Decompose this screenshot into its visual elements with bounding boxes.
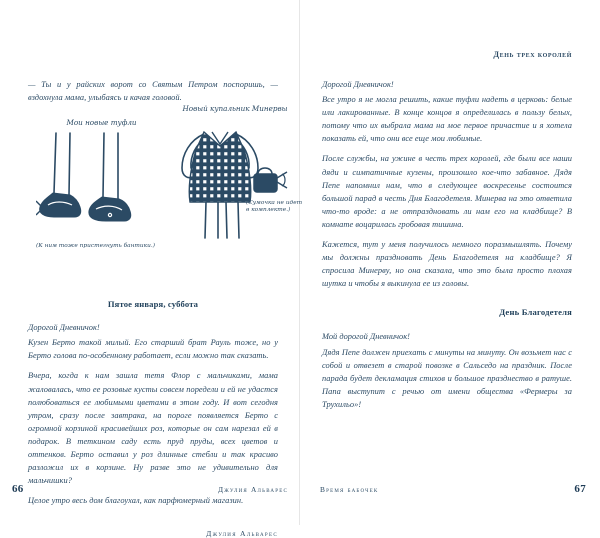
left-running-head <box>28 50 278 60</box>
right-page-footer <box>300 483 600 497</box>
left-paragraph-3: Целое утро весь дом благоухал, как парфюмерный магазин. <box>28 496 244 506</box>
right-paragraph-4: Дядя Пепе должен приехать с минуты на минуту. Он возьмет нас с собой и отвезет в старой повозке в Сальседо на праздник. После парада будет декламация стихов и большое празднество в ратуше. Папа выступит с речью от имени общества «Фермеры за Трухильо»! <box>322 347 572 409</box>
right-salutation-1: Дорогой Дневничок! <box>322 80 394 89</box>
swimsuit-illustration <box>160 104 310 241</box>
right-paragraph-2: После службы, на ужине в честь трех королей, где были все наши дяди и симпатичные кузены, произошло кое-что забавное. Дядя Пепе напомнил нам, что в следующее воскресенье состоится большой парад в честь Дня Благодетеля. Минерва на это ответила что-то вроде: а не отпраздновать ли нам его на кладбище? В комнате воцарилась гробовая тишина. <box>322 154 572 229</box>
shoes-illustration <box>36 118 161 250</box>
right-running-head: День трех королей <box>493 50 572 59</box>
shoes-illustration-caption: Мои новые туфли <box>66 118 137 128</box>
left-footer-title: Джулия Альварес <box>217 485 288 494</box>
illustration-group <box>28 104 303 283</box>
left-salutation: Дорогой Дневничок! <box>28 323 100 333</box>
swimsuit-illustration-caption: Новый купальник Минервы <box>182 104 288 114</box>
shoes-drawing <box>36 131 161 241</box>
left-paragraph-2: Вчера, когда к нам зашла тетя Флор с мальчиками, мама жаловалась, что ее розовые кусты совсем поредели и ей не удастся полюбоваться ее любимыми цветами в этом году. И вот сегодня утром, сразу после завтрака, на пороге появляется Берто с огромной корзиной красивейших роз, которые он сам нарезал ей в подарок. В теткином саду есть пруд пруды, всех цветов и оттенков. Берто оставил у роз длинные стебли и так красиво разложил их в корзине. Ну разве это не удивительно для мальчишки? <box>28 371 278 486</box>
right-section-heading: День Благодетеля <box>499 307 572 318</box>
left-paragraph-1: Кузен Берто такой милый. Его старший брат Рауль тоже, но у Берто голова по-особенному работает, если можно так сказать. <box>28 338 278 361</box>
right-footer-title: Время бабочек <box>320 485 379 494</box>
left-opening-paragraph: — Ты и у райских ворот со Святым Петром поспоришь, — вздохнула мама, улыбаясь и качая головой. <box>28 80 278 103</box>
swimsuit-illustration-note: (Сумочка не идет в комплекте.) <box>246 200 303 214</box>
left-folio: 66 <box>12 483 24 495</box>
right-paragraph-3: Кажется, тут у меня получилось немного поразмышлять. Почему мы должны праздновать День Благодетеля на кладбище? Я спросила Минерву, но она сказала, что это была просто плохая шутка и чтобы я выкинула ее из головы. <box>322 240 572 289</box>
left-attribution: Джулия Альварес <box>206 529 278 538</box>
right-page <box>300 0 600 525</box>
left-section-heading: Пятое января, суббота <box>107 299 199 310</box>
swimsuit-drawing <box>160 116 310 241</box>
right-salutation-2: Мой дорогой Дневничок! <box>322 332 410 342</box>
right-paragraph-1: Все утро я не могла решить, какие туфли надеть в церковь: белые или лакированные. В конце концов я определилась в пользу белых, потому что их выбрала мама на мое первое причастие и я хотела показать ей, что они все еще мои любимые. <box>322 95 572 144</box>
shoes-illustration-note: (К ним тоже пристегнуть бантики.) <box>36 243 155 250</box>
right-folio: 67 <box>574 483 586 495</box>
left-page-footer <box>0 483 300 497</box>
